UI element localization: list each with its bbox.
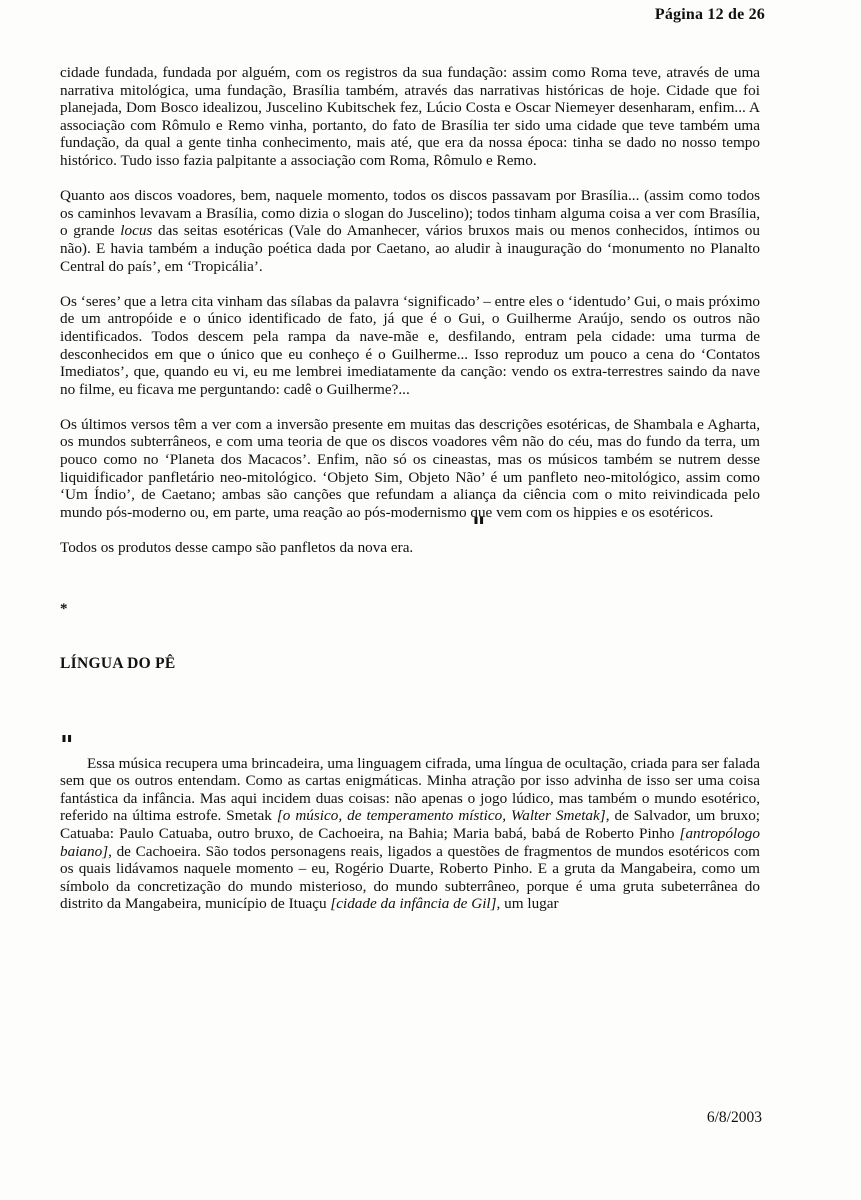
italic-locus: locus xyxy=(120,222,153,240)
section-separator: * xyxy=(60,601,68,618)
opening-quote-mark: " xyxy=(60,730,72,761)
page-number: Página 12 de 26 xyxy=(654,6,765,23)
paragraph-brasilia-foundation: cidade fundada, fundada por alguém, com os registros da sua fundação: assim como Roma teve, através de uma narrativa mitológica, uma fundação, Brasília também, através das narrativas históricas de hoje. Cidade que foi planejada, Dom Bosco idealizou, Juscelino Kubitschek fez, Lúcio Costa e Oscar Niemeyer desenharam, enfim... A associação com Rômulo e Remo vinha, portanto, do fato de Brasília ter sido uma cidade que teve também uma fundação, da qual a gente tinha conhecimento, mais até, que era da nossa época: tinha se dado no nosso tempo histórico. Tudo isso fazia palpitante a associação com Roma, Rômulo e Remo. xyxy=(60,64,760,169)
closing-quote-mark: " xyxy=(472,513,484,544)
paragraph-seres: Os ‘seres’ que a letra cita vinham das sílabas da palavra ‘significado’ – entre eles o ‘identudo’ Gui, o mais próximo de um antropóide e o único identificado de fato, já que é o Gui, o Guilherme Araújo, sendo os outros não identificados. Todos descem pela rampa da nave-mãe e, desfilando, entram pela cidade: uma turma de desconhecidos em que o único que eu conheço é o Guilherme... Isso reproduz um pouco a cena do ‘Contatos Imediatos’, que, quando eu vi, eu me lembrei imediatamente da canção: vendo os extra-terrestres saindo da nave no filme, eu ficava me perguntando: cadê o Guilherme?... xyxy=(60,292,760,398)
closing-line: Todos os produtos desse campo são panfletos da nova era. xyxy=(60,539,414,557)
paragraph-final-verses: Os últimos versos têm a ver com a inversão presente em muitas das descrições esotéricas, de Shambala e Agharta, os mundos subterrâneos, e com uma teoria de que os discos voadores vêm não do céu, mas do fundo da terra, um pouco como no ‘Planeta dos Macacos’. Enfim, não só os cineastas, mas os músicos também se nutrem desse liquidificador panfletário neo-mitológico. ‘Objeto Sim, Objeto Não’ é um panfleto neo-mitológico, assim como ‘Um Índio’, de Caetano; ambas são canções que refundam a aliança da ciência com o mito reivindicada pelo mundo pós-moderno ou, em parte, uma reação ao pós-modernismo que vem com os hippies e os esotéricos. xyxy=(60,415,760,521)
footer-date: 6/8/2003 xyxy=(706,1109,762,1126)
paragraph-lingua-do-pe: Essa música recupera uma brincadeira, uma linguagem cifrada, uma língua de ocultação, criada para ser falada sem que os outros entendam. Como as cartas enigmáticas. Minha atração por isso advinha de isso ser uma coisa fantástica da infância. Mas aqui incidem duas coisas: não apenas o jogo lúdico, mas também o mundo esotérico, referido na última estrofe. Smetak [o músico, de temperamento místico, Walter Smetak], de Salvador, um bruxo; Catuaba: Paulo Catuaba, outro bruxo, de Cachoeira, na Bahia; Maria babá, babá de Roberto Pinho [antropólogo baiano], de Cachoeira. São todos personagens reais, ligados a questões de fragmentos de mundos esotéricos com os quais lidávamos naquele momento – eu, Rogério Duarte, Roberto Pinho. E a gruta da Mangabeira, como um símbolo da concretização do mundo misterioso, do mundo subterrâneo, porque é uma gruta subeterrânea do distrito da Mangabeira, município de Ituaçu [cidade da infância de Gil], um lugar xyxy=(60,754,761,913)
paragraph-flying-saucers: Quanto aos discos voadores, bem, naquele momento, todos os discos passavam por Brasília... (assim como todos os caminhos levavam a Brasília, como dizia o slogan do Juscelino); todos tinham alguma coisa a ver com Brasília, o grande locus das seitas esotéricas (Vale do Amanhecer, vários bruxos mais ou menos conhecidos, íntimos ou não). E havia também a indução poética dada por Caetano, ao aludir à inauguração do ‘monumento no Planalto Central do país’, em ‘Tropicália’. xyxy=(60,187,760,275)
section-title: LÍNGUA DO PÊ xyxy=(60,655,176,673)
document-body xyxy=(60,64,760,913)
